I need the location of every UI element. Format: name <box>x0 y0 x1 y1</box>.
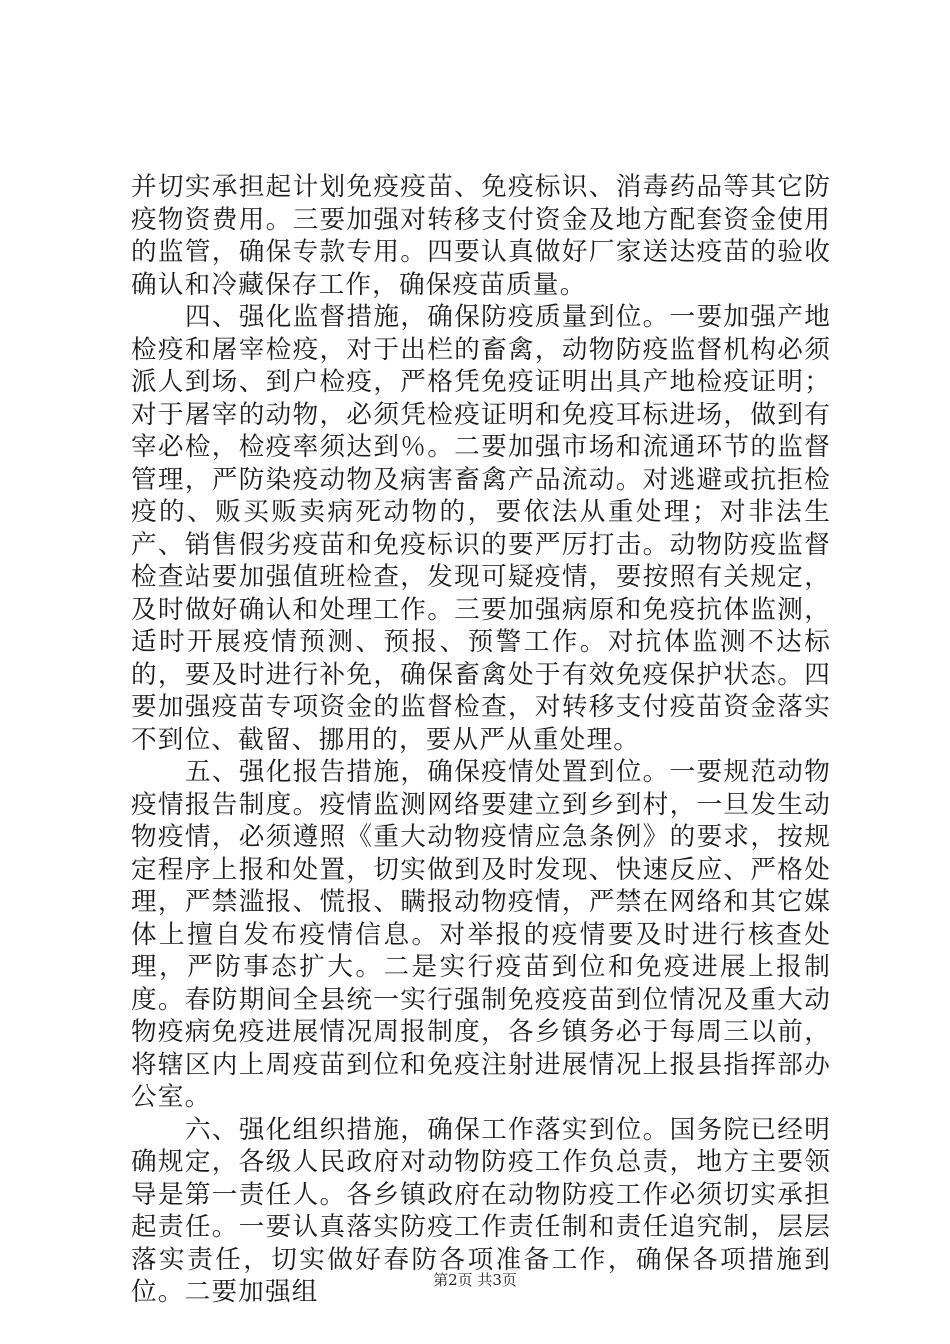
paragraph-supervision-measures: 四、强化监督措施，确保防疫质量到位。一要加强产地检疫和屠宰检疫，对于出栏的畜禽，动物防疫监督机构必须派人到场、到户检疫，严格凭免疫证明出具产地检疫证明；对于屠宰的动物，必须凭检疫证明和免疫耳标进场，做到有宰必检，检疫率须达到％。二要加强市场和流通环节的监督管理，严防染疫动物及病害畜禽产品流动。对逃避或抗拒检疫的、贩买贩卖病死动物的，要依法从重处理；对非法生产、销售假劣疫苗和免疫标识的要严厉打击。动物防疫监督检查站要加强值班检查，发现可疑疫情，要按照有关规定，及时做好确认和处理工作。三要加强病原和免疫抗体监测，适时开展疫情预测、预报、预警工作。对抗体监测不达标的，要及时进行补免，确保畜禽处于有效免疫保护状态。四要加强疫苗专项资金的监督检查，对转移支付疫苗资金落实不到位、截留、挪用的，要从严从重处理。 <box>131 302 831 755</box>
page-number-footer: 第2页 共3页 <box>433 1271 517 1289</box>
paragraph-continuation: 并切实承担起计划免疫疫苗、免疫标识、消毒药品等其它防疫物资费用。三要加强对转移支付资金及地方配套资金使用的监管，确保专款专用。四要认真做好厂家送达疫苗的验收确认和冷藏保存工作，确保疫苗质量。 <box>131 172 831 300</box>
paragraph-organization-measures: 六、强化组织措施，确保工作落实到位。国务院已经明确规定，各级人民政府对动物防疫工作负总责，地方主要领导是第一责任人。各乡镇政府在动物防疫工作必须切实承担起责任。一要认真落实防疫工作责任制和责任追究制，层层落实责任，切实做好春防各项准备工作，确保各项措施到位。二要加强组 <box>131 1114 831 1307</box>
paragraph-reporting-measures: 五、强化报告措施，确保疫情处置到位。一要规范动物疫情报告制度。疫情监测网络要建立到乡到村，一旦发生动物疫情，必须遵照《重大动物疫情应急条例》的要求，按规定程序上报和处置，切实做到及时发现、快速反应、严格处理，严禁滥报、慌报、瞒报动物疫情，严禁在网络和其它媒体上擅自发布疫情信息。对举报的疫情要及时进行核查处理，严防事态扩大。二是实行疫苗到位和免疫进展上报制度。春防期间全县统一实行强制免疫疫苗到位情况及重大动物疫病免疫进展情况周报制度，各乡镇务必于每周三以前，将辖区内上周疫苗到位和免疫注射进展情况上报县指挥部办公室。 <box>131 757 831 1112</box>
document-body <box>131 171 831 1309</box>
